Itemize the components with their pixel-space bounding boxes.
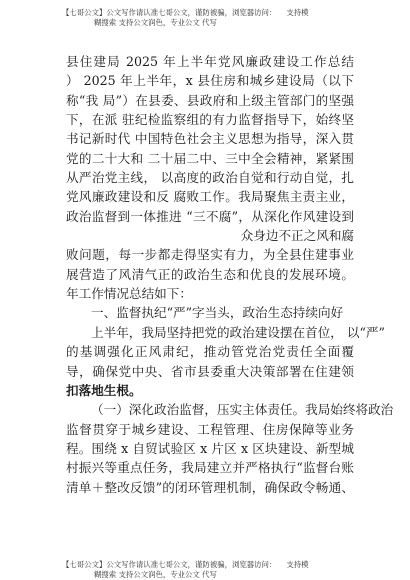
doc-title-line: 县住建局 2025 年上半年党风廉政建设工作总结 xyxy=(66,54,354,69)
header-line-1a: 【七哥公文】公文写作请认准七哥公文，谨防被骗，浏览器访问： xyxy=(62,8,277,17)
body-line: 众身边不正之风和腐 xyxy=(240,228,354,244)
body-line: 程。围绕 x 自贸试验区 x 片区 x 区块建设、新型城 xyxy=(66,440,354,456)
body-line: 败问题，每一步都走得坚实有力，为全县住建事业 xyxy=(66,247,354,263)
section-heading: 一、监督执纪“严”字当头，政治生态持续向好 xyxy=(91,305,344,321)
body-line: 称“我 局”）在县委、县政府和上级主管部门的坚强 xyxy=(66,92,354,108)
body-line: ） 2025 年上半年，x 县住房和城乡建设局（以下 xyxy=(66,73,354,89)
header-line-2: 糊搜索 支持公文润色，专业公文 代写 xyxy=(94,17,217,27)
body-line: 从严治党主线， 以高度的政治自觉和行动自觉，扎 xyxy=(66,170,354,186)
body-line: 书记新时代 中国特色社会主义思想为指导，深入贯 xyxy=(66,131,354,147)
subsection-heading-line: （一）深化政治监督，压实主体责任。我局始终将政治 xyxy=(91,402,394,418)
page-header-watermark xyxy=(62,8,362,27)
footer-line-1b: 支持模 xyxy=(286,560,309,569)
page-footer-watermark xyxy=(62,560,362,579)
body-line: 清单＋整改反馈”的闭环管理机制，确保政令畅通、 xyxy=(66,479,354,495)
footer-line-2: 糊搜索 支持公文润色，专业公文 代写 xyxy=(94,569,217,579)
footer-line-1a: 【七哥公文】公文写作请认准七哥公文，谨防被骗，浏览器访问： xyxy=(62,560,277,569)
header-line-1b: 支持模 xyxy=(286,8,309,17)
body-line: 导，确保党中央、省市县委重大决策部署在住建领 xyxy=(66,363,354,379)
body-line: 政治监督到一体推进 “三不腐”，从深化作风建设到 xyxy=(66,208,354,224)
document-body xyxy=(66,52,394,497)
body-line: 展营造了风清气正的政治生态和优良的发展环境。 xyxy=(66,266,354,282)
body-line: 村振兴等重点任务，我局建立并严格执行“监督台账 xyxy=(66,460,354,476)
body-line: 扣落地生根。 xyxy=(66,382,142,398)
body-line: 的基调强化正风肃纪，推动管党治党责任全面覆 xyxy=(66,344,354,360)
body-line: 年工作情况总结如下： xyxy=(66,286,192,302)
body-line: 下，在派 驻纪检监察组的有力监督指导下，始终坚 xyxy=(66,112,354,128)
body-line: 党的二十大和 二十届二中、三中全会精神，紧紧围 xyxy=(66,150,354,166)
body-line: 监督贯穿于城乡建设、工程管理、住房保障等业务 xyxy=(66,421,354,437)
body-line: 上半年，我局坚持把党的政治建设摆在首位， 以“严” xyxy=(91,324,385,340)
body-line: 党风廉政建设和反 腐败工作。我局聚焦主责主业， xyxy=(66,189,354,205)
